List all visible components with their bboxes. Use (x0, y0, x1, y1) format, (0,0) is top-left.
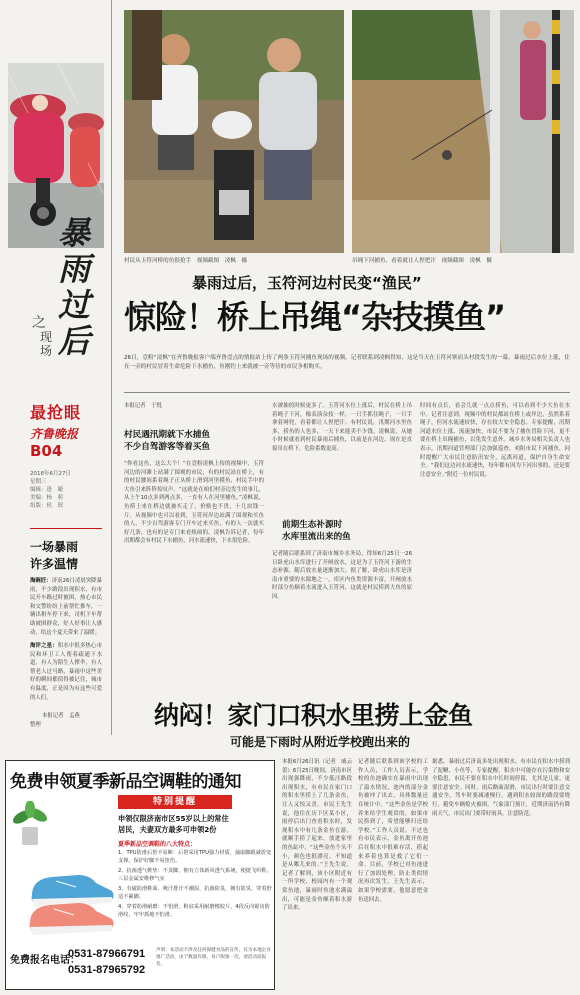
editor-line: 编辑：逢 婕 (30, 487, 64, 493)
photo-rope-fishing (352, 10, 574, 253)
section-name: 最抢眼 (30, 403, 82, 422)
sidebar-byline-2: 整理 (30, 722, 41, 728)
column-title (58, 215, 108, 359)
sidebar-byline: 本报记者 孟燕 (42, 713, 80, 719)
shoes-illustration (26, 853, 118, 943)
paper-name-logo: 齐鲁晚报 (30, 427, 79, 441)
plant-icon (10, 801, 50, 849)
column-subtitle-zhi: 之 (32, 315, 46, 331)
second-col-3: 据悉，暴雨过后济南多处出现积水，有市民在积水中捞到了泥鳅、小鱼等，专家提醒，积水中可能存在污染物和安全隐患，市民不要在积水中长时间停留，尤其是儿童，更要注意安全。同时，雨后路面湿滑，市民出行时要注意交通安全，驾车时要减速慢行，遇到积水较深的路段要绕行，避免车辆熄火被困。气象部门预计，近期济南仍有降雨天气，市民出门要带好雨具，注意防范。 (432, 759, 570, 817)
main-kicker: 暴雨过后，玉符河边村民变“渔民” (192, 274, 422, 292)
ad-notice-line-1: 申领仅限济南市区55岁以上的常住 (118, 814, 229, 823)
ad-tip-label: 特别提醒 (152, 797, 197, 807)
designer-line: 美编：杨 莉 (30, 495, 64, 501)
main-subhead-2-line-2: 水库里流出来的鱼 (282, 532, 351, 542)
main-lead: 26日，壹粉“凌枫”在齐鲁晚报客户端齐鲁壹点的情报站上传了两条玉符河捕鱼现场的视频，记者联系到凌枫得知，这是当天在玉符河寨而头村段发生的一幕，暴雨过后水位上涨，住在一旁的村民冒着生命危险下水捕鱼，鱼刚钓上来就被一旁等待的市民争相购买。 (124, 355, 570, 370)
second-subhead: 可能是下雨时从附近学校跑出来的 (230, 735, 411, 749)
column-title-char-1: 暴 (58, 214, 91, 252)
main-col-2-bottom: 记者随后联系到了济南市城乡水务局，得知6月25日一26日卧虎山水库进行了开闸放水，这是为了玉符河下游的生态补源，随后放水量逐渐加大。据了解，卧虎山水库是济南市重要的水源地之一，库区内鱼类资源丰富，开闸放水时部分鱼顺着水流进入玉符河，这就是村民捞到大鱼的原因。 (272, 551, 412, 600)
main-byline: 本报记者 于悦 (124, 403, 162, 409)
ad-feature-4: 4、穿着防滑耐磨：不怕滑，鞋底采用耐磨橡胶片，4段反向锯齿防滑纹，牢牢抓地不怕滑。 (118, 904, 270, 918)
ad-phone-2: 0531-87965792 (68, 964, 146, 976)
ad-notice (118, 813, 272, 835)
sidebar-body-2 (30, 642, 102, 708)
second-headline: 纳闷！家门口积水里捞上金鱼 (154, 701, 473, 730)
second-col-2: 记者随后联系到该学校的工作人员，工作人员表示，学校的鱼池确实在暴雨中出现了溢水情况，池内的部分金鱼被冲了出去，具体数量还在统计中。“这些金鱼是学校养来给学生观赏的，如果市民捞到了，希望能够归还给学校。”工作人员说。不过也有市民表示，金鱼离开鱼池后在积水中很难存活，捞起来养着也算是救了它们一命。目前，学校已对鱼池进行了加固处理，防止类似情况再次发生。王先生表示，如果学校需要，他愿意把金鱼送回去。 (358, 759, 428, 903)
sidebar-label-1: 淘碗匠： (30, 578, 52, 584)
bridge-rope-photo-illustration (352, 10, 574, 253)
main-col-1: “你看这鱼，这么大个！”在壹粉凌枫上传的视频中，玉符河边的河滩上站满了围观的市民，有的村民站在桥上，有的村民腰间系着绳子正从桥上滑到河里摸鱼，村民手中的大鱼引来阵阵惊叹声。“这就是在咱们村旁边发生的事儿，从上午10点多到两点多，一直有人在河里捕鱼。”凌枫说，鱼捞上来在桥边就被买走了，价格也不贵，十几块钱一斤。从视频中也可以看到，玉符河岸边站满了围观和买鱼的人，不少自驾游客专门开车过来买鱼，有的人一次就买好几条，也有的是专门来看热闹的。凌枫告诉记者，每年汛期都会有村民下水捕鱼，河水流速快，下水很危险。 (124, 461, 264, 545)
ad-feature-3: 3、有磁防滑鞋面，吸汗排汗不潮湿，抗菌防臭，拥有防臭，穿着舒适不累脚。 (118, 886, 272, 900)
main-col-2-top: 水被抽的时候更多了。玉符河水位上涨后，村民在桥上吊着绳子下河，像表演杂技一样，一只手抓住绳子，一只手拿着网兜，看着都让人捏把汗。有村民说，汛期河水里鱼多，捞鱼的人也多，一天下来能卖不少钱。凌枫说，从她小时候就看到村民暴雨后捕鱼，以前是在河边，现在是直接吊在桥下，危险系数更高。 (272, 403, 412, 452)
main-subhead-1-line-2: 不少自驾游客等着买鱼 (124, 442, 210, 452)
sidebar-title-1: 一场暴雨 (30, 540, 79, 554)
main-subhead-2-line-1: 前期生态补源时 (282, 520, 343, 530)
caption-right: 吊绳下河捕鱼，看着就让人捏把汗 视频截图 凌枫 摄 (352, 258, 492, 264)
fishermen-photo-illustration (124, 10, 344, 253)
column-title-char-4: 后 (58, 322, 91, 360)
issue-weekday: 星期三 (30, 479, 47, 485)
sidebar-text-2: 积水中很多热心市民和环卫工人帮着疏通下水道，有人为陌生人撑伞，有人帮老人过马路，暴雨中这些美好的瞬间都值得被记住，城市有温度，正是因为有这些可爱的人们。 (30, 643, 102, 701)
ad-features (118, 849, 272, 919)
lead-divider (124, 392, 570, 393)
rail-divider (30, 528, 102, 529)
column-title-char-3: 过 (58, 286, 91, 324)
main-col-3: 时间有点长，看会儿就一点点捞鱼，可以看到不少大鱼在水中。记者注意到，视频中的村民都站在桥上或岸边，虽然系着绳子，但河水流速较快，存在较大安全隐患。专家提醒，汛期河道水位上涨、流速加快，市民不要为了捕鱼冒险下河，更不要在桥上吊绳捕鱼，以免发生意外。城乡水务局相关负责人也表示，汛期河道管理部门会加强巡查，劝阻市民下河捕鱼，同时提醒广大市民注意防汛安全，远离河道，保护自身生命安全。“我们这边河水流速快，每年都有因为下河出事的，还是要注意安全。”附近一位村民说。 (420, 403, 570, 478)
column-subtitle-xianchang: 现场 (40, 330, 53, 358)
ad-feature-2: 2、抗菌透气鞋垫：不臭脚，拥有立体新风透气系统，便捷飞织鞋，三层金属安维修气室 (118, 868, 272, 882)
ad-phone-label: 免费报名电话： (10, 955, 80, 966)
ad-note: 声明：本活动不涉及任何保健食品的宣传，仅为本地企业推广活动，由于数量有限，每户限领一次，请活动前报名。 (156, 948, 271, 967)
ad-phone-1: 0531-87966791 (68, 948, 146, 960)
column-title-char-2: 雨 (58, 250, 91, 288)
layout-line: 组版：侯 珉 (30, 503, 64, 509)
second-col-1: 本报6月26日讯（记者 戚云蕾）6月25日晚间，济南市区出现强降雨，不少低洼路段出现积水，有市民在家门口的积水里捞上了几条金鱼，让人又惊又喜。市民王先生说，他住在历下区某小区，雨停后出门查看积水时，发现积水中有几条金鱼在游，就顺手捞了起来，放进家里的鱼缸中。“这些金鱼个头不小，颜色也很漂亮，不知道是从哪儿来的。”王先生说。记者了解到，该小区附近有一所学校，校园内有一个观赏鱼池，暴雨时鱼池水满溢出，可能是金鱼顺着积水游了出来。 (282, 759, 352, 912)
main-headline: 惊险！桥上吊绳“杂技摸鱼” (124, 298, 506, 336)
issue-date: 2018年6月27日 (30, 471, 71, 477)
ad-feature-1: 1、TPU防滑后帮不易断：后帮采用TPU强力材质，抽取脚跟减震变支撑，保护好脚不易扭伤。 (118, 850, 272, 864)
sidebar-label-2: 淘评之星： (30, 643, 58, 649)
ad-title: 免费申领夏季新品空调鞋的通知 (10, 772, 241, 792)
ad-notice-line-2: 居民，夫妻双方最多可申领2份 (118, 825, 217, 834)
left-rail (0, 0, 112, 735)
ad-features-title: 夏季新品空调鞋的八大特点： (118, 841, 197, 848)
caption-left: 村民从玉符河桥的鱼很抢手 视频截图 凌枫 摄 (124, 258, 248, 264)
issue-meta (30, 470, 102, 510)
ad-tip-banner (118, 795, 232, 809)
sidebar-text-1: 济南26日凌晨突降暴雨，不少路段出现积水，有市民开车路过时被困，热心市民和交警纷纷上前帮忙推车，一辆出租车停下来，司机下车帮助被困群众，好人好事让人感动，给这个夏天带来了温暖。 (30, 578, 102, 636)
photo-fish-buying (124, 10, 344, 253)
ad-box (5, 760, 275, 990)
sidebar-body-1 (30, 577, 102, 639)
sidebar-title-2: 许多温情 (30, 557, 79, 571)
main-subhead-1-line-1: 村民遇汛期就下水捕鱼 (124, 430, 210, 440)
page-code: B04 (30, 442, 63, 460)
